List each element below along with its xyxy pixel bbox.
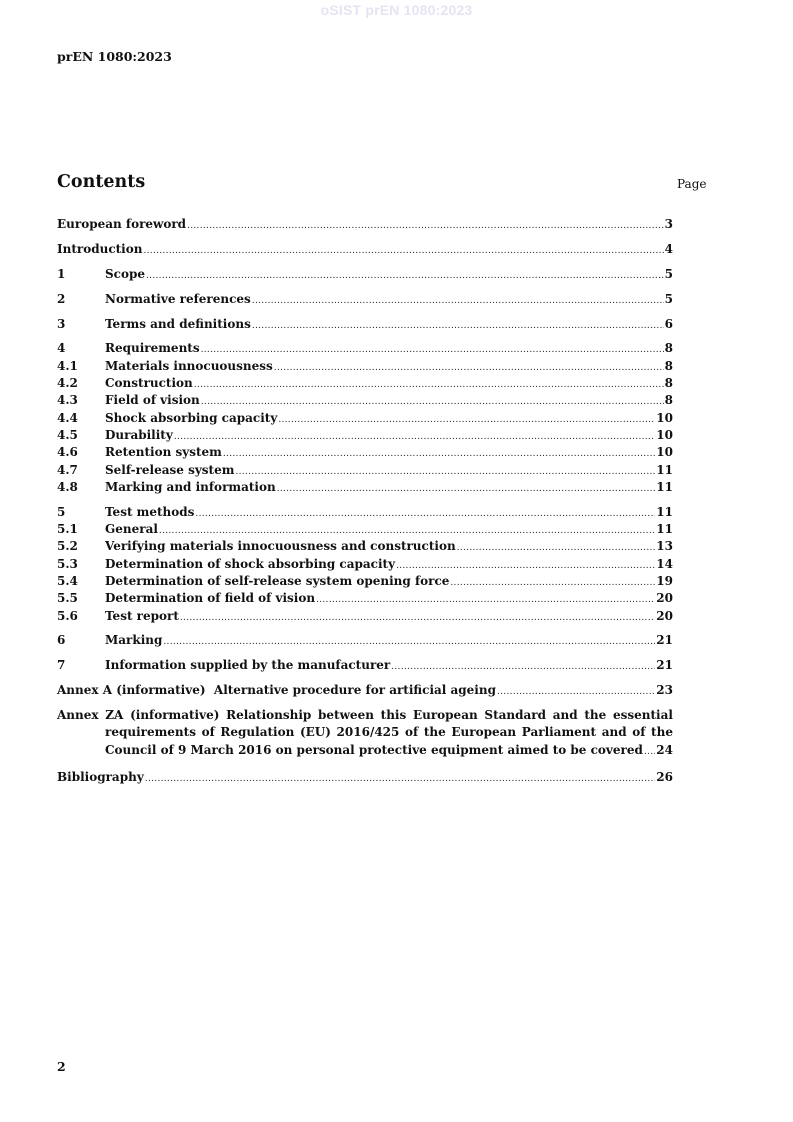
toc-entry-page: 8 (664, 341, 673, 356)
toc-entry[interactable] (57, 358, 673, 375)
toc-group (57, 340, 673, 496)
toc-entry-number: 5.4 (57, 573, 78, 588)
toc-entry-title: Introduction (57, 241, 143, 256)
toc-entry-page: 13 (656, 539, 673, 554)
toc-leader-dots (195, 506, 655, 523)
toc-entry-number: 4.7 (57, 462, 78, 477)
toc-entry-title: Normative references (105, 291, 251, 306)
toc-entry[interactable] (57, 427, 673, 444)
toc-leader-dots (235, 464, 655, 481)
toc-group (57, 632, 673, 649)
toc-entry-number: 4.8 (57, 479, 78, 494)
toc-entry[interactable] (57, 241, 673, 258)
annex-za-word: of (632, 725, 646, 740)
toc-entry-title: European foreword (57, 217, 187, 231)
annex-za-word: Standard (484, 708, 547, 723)
toc-entry-page: 19 (656, 573, 673, 588)
toc-entry-bibliography[interactable] (57, 769, 673, 786)
toc-entry-page: 20 (656, 591, 673, 606)
toc-entry[interactable] (57, 573, 673, 590)
toc-entry-title: Test methods (105, 504, 195, 519)
toc-entry-page: 20 (656, 608, 673, 623)
annex-za-word: Parliament (521, 725, 597, 740)
toc-entry-number: 5.6 (57, 608, 78, 623)
toc-entry-title: Retention system (105, 445, 222, 460)
toc-entry-title: Determination of shock absorbing capacity (105, 556, 396, 571)
toc-entry[interactable] (57, 682, 673, 699)
toc-leader-dots (194, 377, 664, 394)
annex-za-word: this (380, 708, 407, 723)
toc-entry-title: Marking (105, 633, 163, 648)
annex-za-word: (EU) (299, 725, 331, 740)
annex-za-word: Regulation (220, 725, 295, 740)
toc-entry-page: 14 (656, 556, 673, 571)
toc-leader-dots (187, 218, 664, 235)
toc-entry-page: 10 (656, 410, 673, 425)
toc-group (57, 316, 673, 333)
toc-entry[interactable] (57, 479, 673, 496)
toc-leader-dots (143, 243, 663, 260)
toc-entry-page: 10 (656, 427, 673, 442)
annex-za-word: European (412, 708, 478, 723)
annex-za-word: Annex (57, 708, 99, 723)
toc-group (57, 504, 673, 625)
toc-leader-dots (391, 659, 655, 676)
annex-za-word: essential (612, 708, 673, 723)
toc-entry-page: 5 (664, 291, 673, 306)
annex-za-word: (informative) (130, 708, 220, 723)
toc-entry-title: Marking and information (105, 479, 276, 494)
toc-leader-dots (644, 744, 655, 761)
toc-entry[interactable] (57, 375, 673, 392)
annex-za-word: Relationship (226, 708, 312, 723)
toc-entry[interactable] (57, 340, 673, 357)
toc-entry-number: 5.3 (57, 556, 78, 571)
toc-entry-title: Field of vision (105, 393, 200, 408)
toc-entry-page: 8 (664, 393, 673, 408)
toc-entry-number: 1 (57, 266, 66, 281)
toc-entry-title: Shock absorbing capacity (105, 410, 278, 425)
toc-group (57, 241, 673, 258)
annex-za-title-line-3 (57, 742, 673, 761)
toc-entry-page: 10 (656, 445, 673, 460)
annex-za-word: the (423, 725, 446, 740)
toc-entry-title: Verifying materials innocuousness and construction (105, 539, 456, 554)
toc-entry-page: 21 (656, 658, 673, 673)
document-id: prEN 1080:2023 (57, 49, 172, 64)
annex-za-title-line-2 (57, 724, 673, 741)
toc-leader-dots (277, 481, 656, 498)
annex-za-word: and (552, 708, 578, 723)
toc-leader-dots (274, 360, 664, 377)
toc-entry-title: Council of 9 March 2016 on personal protective equipment aimed to be covered (105, 742, 643, 757)
toc-entry-page: 11 (656, 479, 673, 494)
toc-entry-number: 5.2 (57, 539, 78, 554)
toc-group (57, 216, 673, 233)
toc-entry[interactable] (57, 216, 673, 233)
toc-entry[interactable] (57, 556, 673, 573)
toc-entry-title: Terms and definitions (105, 316, 251, 331)
toc-entry-page: 11 (656, 522, 673, 537)
toc-entry[interactable] (57, 632, 673, 649)
toc-entry[interactable] (57, 410, 673, 427)
toc-entry-number: 3 (57, 316, 66, 331)
toc-entry[interactable] (57, 291, 673, 308)
toc-entry-page: 26 (656, 769, 673, 784)
toc-entry[interactable] (57, 657, 673, 674)
toc-entry-number: 4.5 (57, 427, 78, 442)
toc-entry-number: 7 (57, 658, 66, 673)
toc-entry-title: Self-release system (105, 462, 235, 477)
toc-leader-dots (252, 293, 664, 310)
toc-entry-number: 4 (57, 341, 66, 356)
toc-entry-number: 4.1 (57, 358, 78, 373)
toc-leader-dots (316, 592, 655, 609)
toc-leader-dots (223, 446, 655, 463)
annex-za-word: of (201, 725, 215, 740)
toc-leader-dots (174, 429, 655, 446)
toc-entry[interactable] (57, 266, 673, 283)
toc-entry-title: Determination of self-release system opening force (105, 573, 450, 588)
toc-entry[interactable] (57, 444, 673, 461)
toc-leader-dots (145, 771, 656, 788)
toc-entry-title: Construction (105, 376, 193, 391)
toc-entry-title: Requirements (105, 341, 200, 356)
toc-entry[interactable] (57, 392, 673, 409)
toc-entry-number: 6 (57, 633, 66, 648)
toc-entry-page: 11 (656, 504, 673, 519)
toc-group (57, 266, 673, 283)
toc-entry-page: 21 (656, 633, 673, 648)
toc-entry-page: 3 (664, 217, 673, 231)
annex-za-word: 2016/425 (336, 725, 400, 740)
toc-entry-page: 5 (664, 266, 673, 281)
toc-leader-dots (278, 412, 655, 429)
toc-entry[interactable] (57, 504, 673, 521)
annex-za-word: of (405, 725, 419, 740)
watermark: oSIST prEN 1080:2023 (320, 2, 473, 18)
toc-entry[interactable] (57, 521, 673, 538)
toc-entry-title: Materials innocuousness (105, 358, 273, 373)
toc-group (57, 682, 673, 699)
toc-entry-title: Scope (105, 266, 146, 281)
toc-entry-page: 4 (664, 241, 673, 256)
page-column-header: Page (677, 177, 707, 191)
page-number: 2 (57, 1059, 66, 1074)
annex-za-word: ZA (105, 708, 124, 723)
toc-entry-page: 8 (664, 358, 673, 373)
toc-entry-number: 5 (57, 504, 66, 519)
annex-za-title-line-1 (57, 707, 673, 724)
toc-entry-title: Determination of field of vision (105, 591, 316, 606)
toc-entry-title: Annex A (informative) Alternative procedure for artificial ageing (57, 683, 496, 698)
toc-entry-page: 24 (656, 742, 673, 757)
toc-leader-dots (180, 610, 655, 627)
toc-leader-dots (457, 540, 656, 557)
toc-entry-number: 2 (57, 291, 66, 306)
toc-entry-annex-za[interactable] (57, 707, 673, 761)
toc-group (57, 657, 673, 674)
toc-entry-number: 5.1 (57, 522, 78, 537)
toc-entry-number: 5.5 (57, 591, 78, 606)
table-of-contents (57, 216, 673, 786)
toc-entry-page: 11 (656, 462, 673, 477)
toc-leader-dots (450, 575, 655, 592)
toc-entry-title: Test report (105, 608, 179, 623)
toc-leader-dots (146, 268, 664, 285)
toc-entries (57, 216, 673, 699)
toc-entry-page: 23 (656, 683, 673, 698)
toc-entry-number: 4.2 (57, 376, 78, 391)
toc-entry-number: 4.3 (57, 393, 78, 408)
annex-za-word: and (601, 725, 627, 740)
toc-entry-title: Bibliography (57, 769, 144, 784)
toc-entry-page: 8 (664, 376, 673, 391)
toc-entry[interactable] (57, 538, 673, 555)
toc-leader-dots (252, 318, 664, 335)
toc-entry-number: 4.6 (57, 445, 78, 460)
annex-za-word: the (584, 708, 607, 723)
toc-entry[interactable] (57, 590, 673, 607)
toc-entry-page: 6 (664, 316, 673, 331)
annex-za-word: European (451, 725, 517, 740)
annex-za-word: requirements (105, 725, 196, 740)
toc-leader-dots (163, 634, 655, 651)
toc-entry-title: Durability (105, 427, 173, 442)
toc-entry-title: Information supplied by the manufacturer (105, 658, 391, 673)
toc-group (57, 291, 673, 308)
toc-entry-title: General (105, 522, 158, 537)
contents-title: Contents (57, 172, 146, 192)
annex-za-word: between (318, 708, 374, 723)
toc-entry[interactable] (57, 316, 673, 333)
toc-entry-number: 4.4 (57, 410, 78, 425)
toc-leader-dots (497, 684, 655, 701)
annex-za-word: the (651, 725, 673, 740)
toc-entry[interactable] (57, 462, 673, 479)
toc-entry[interactable] (57, 608, 673, 625)
